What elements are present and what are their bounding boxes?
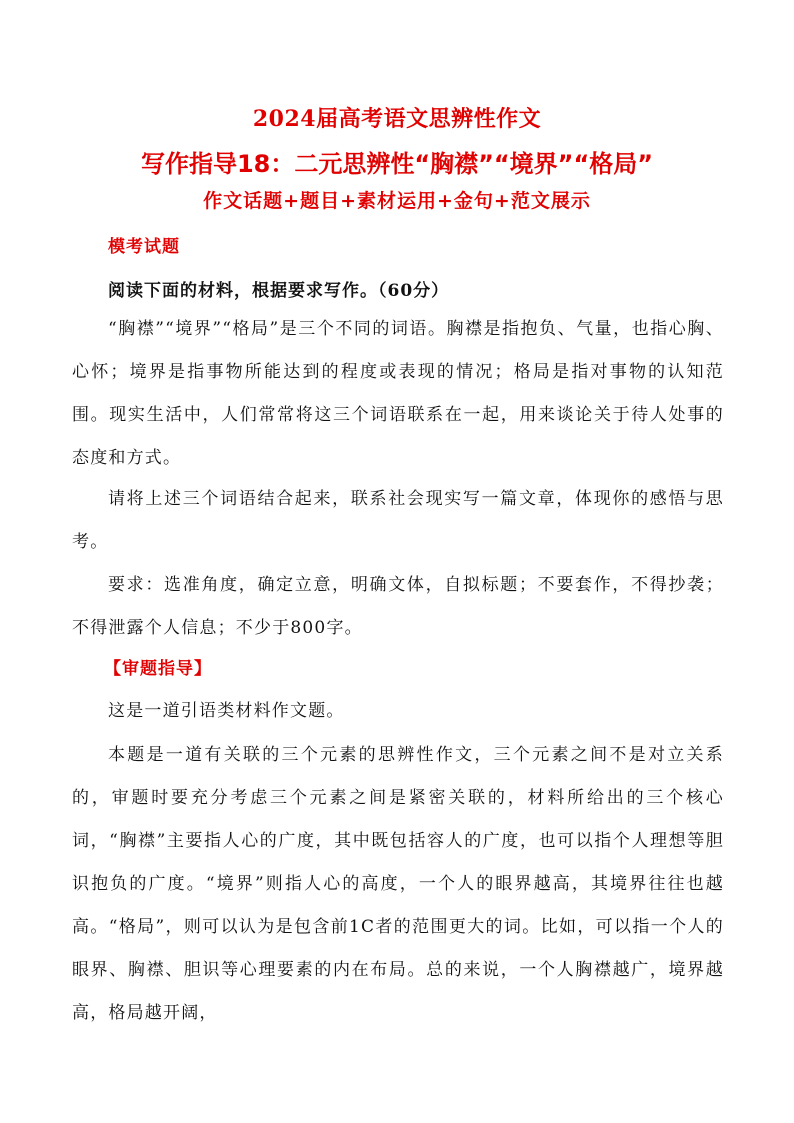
exam-instruction: 阅读下面的材料，根据要求写作。（60分）: [108, 281, 450, 301]
exam-requirements-paragraph: 要求：选准角度，确定立意，明确文体，自拟标题；不要套作，不得抄袭；不得泄露个人信息；不少于800字。: [72, 575, 724, 638]
document-tagline: 作文话题+题目+素材运用+金句+范文展示: [203, 190, 591, 212]
exam-material-paragraph: “胸襟”“境界”“格局”是三个不同的词语。胸襟是指抱负、气量，也指心胸、心怀；境界是指事物所能达到的程度或表现的情况；格局是指对事物的认知范围。现实生活中，人们常常将这三个词语联系在一起，用来谈论关于待人处事的态度和方式。: [72, 319, 724, 468]
document-subtitle: 写作指导18：二元思辨性“胸襟”“境界”“格局”: [140, 150, 654, 178]
guide-analysis-paragraph: 本题是一道有关联的三个元素的思辨性作文，三个元素之间不是对立关系的，审题时要充分考虑三个元素之间是紧密关联的，材料所给出的三个核心词，“胸襟”主要指人心的广度，其中既包括容人的广度，也可以指个人理想等胆识抱负的广度。“境界”则指人心的高度，一个人的眼界越高，其境界往往也越高。“格局”，则可以认为是包含前1C者的范围更大的词。比如，可以指一个人的眼界、胸襟、胆识等心理要素的内在布局。总的来说，一个人胸襟越广，境界越高，格局越开阔，: [72, 745, 724, 1023]
exam-task-paragraph: 请将上述三个词语结合起来，联系社会现实写一篇文章，体现你的感悟与思考。: [72, 489, 724, 552]
section-heading-exam: 模考试题: [108, 237, 180, 257]
guide-intro-paragraph: 这是一道引语类材料作文题。: [108, 701, 345, 721]
section-heading-guide: 【审题指导】: [104, 659, 212, 679]
document-title: 2024届高考语文思辨性作文: [252, 106, 542, 132]
